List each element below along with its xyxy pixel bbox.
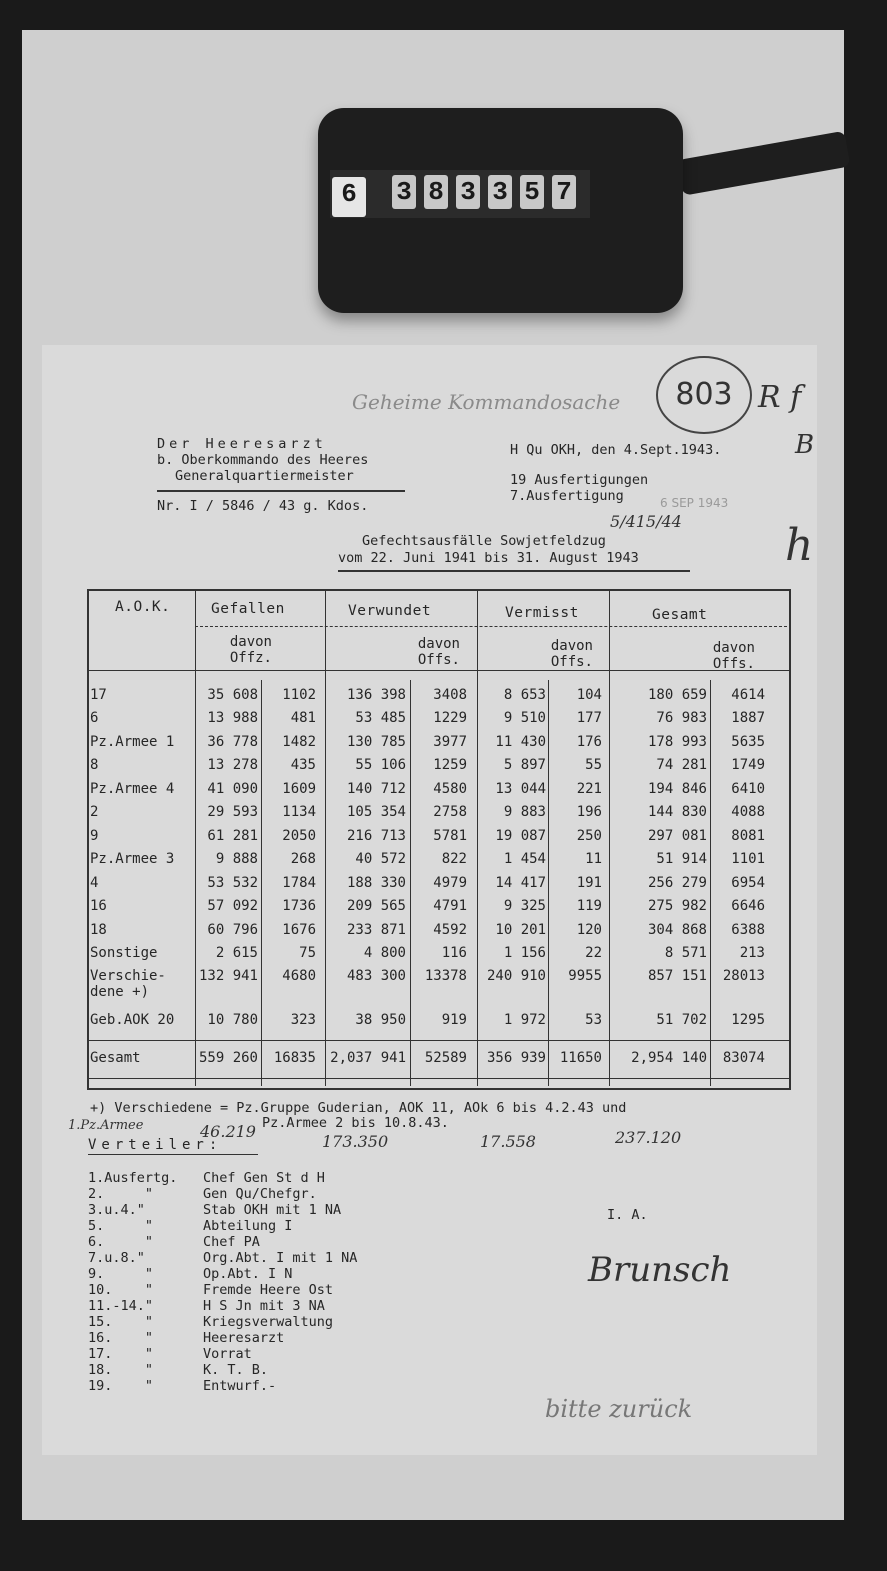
distribution-recipient: Chef Gen St d H (203, 1170, 325, 1186)
cell-gef-o: 2050 (282, 828, 316, 844)
cell-gef: 53 532 (207, 875, 258, 891)
total-verm: 356 939 (486, 1050, 546, 1066)
cell-gef: 60 796 (207, 922, 258, 938)
sender-line-1: Der Heeresarzt (157, 436, 327, 452)
distribution-recipient: Op.Abt. I N (203, 1266, 293, 1282)
table-title-line-2: vom 22. Juni 1941 bis 31. August 1943 (338, 550, 639, 566)
cell-verm: 13 044 (495, 781, 546, 797)
total-gef: 559 260 (198, 1050, 258, 1066)
cell-ges-o: 213 (739, 945, 765, 961)
cell-verm-o: 104 (576, 687, 602, 703)
cell-ver-o: 3408 (433, 687, 467, 703)
cell-ver-o: 13378 (424, 968, 467, 984)
cell-verm-o: 119 (576, 898, 602, 914)
cell-ges-o: 8081 (731, 828, 765, 844)
cell-gef-o: 435 (290, 757, 316, 773)
cell-ver: 4 800 (363, 945, 406, 961)
cell-ver: 188 330 (346, 875, 406, 891)
cell-ges: 51 914 (656, 851, 707, 867)
row-label: 16 (90, 898, 107, 914)
cell-ver-o: 1229 (433, 710, 467, 726)
sub-davon: davon (712, 640, 755, 656)
reference-number: Nr. I / 5846 / 43 g. Kdos. (157, 498, 369, 514)
total-label: Gesamt (90, 1050, 141, 1066)
cell-ver-o: 116 (441, 945, 467, 961)
stamp-number: 5/415/44 (610, 512, 682, 531)
cell-verm: 240 910 (486, 968, 546, 984)
cell-gef: 10 780 (207, 1012, 258, 1028)
total-verm-o: 11650 (559, 1050, 602, 1066)
counter-digit: 3 (456, 175, 480, 209)
distribution-copy-number: 2. " (88, 1186, 154, 1202)
distribution-copy-number: 9. " (88, 1266, 154, 1282)
cell-gef: 9 888 (215, 851, 258, 867)
cell-ver: 105 354 (346, 804, 406, 820)
distribution-recipient: K. T. B. (203, 1362, 269, 1378)
cell-ges-o: 6410 (731, 781, 765, 797)
distribution-recipient: Heeresarzt (203, 1330, 285, 1346)
cell-gef: 29 593 (207, 804, 258, 820)
sender-line-2: b. Oberkommando des Heeres (157, 452, 369, 468)
cell-ver: 209 565 (346, 898, 406, 914)
distribution-recipient: Kriegsverwaltung (203, 1314, 334, 1330)
header-gesamt: Gesamt (652, 607, 708, 623)
distribution-copy-number: 1.Ausfertg. (88, 1170, 178, 1186)
cell-ges: 74 281 (656, 757, 707, 773)
cell-gef-o: 4680 (282, 968, 316, 984)
cell-verm: 1 156 (503, 945, 546, 961)
cell-ges-o: 5635 (731, 734, 765, 750)
row-label: Sonstige (90, 945, 158, 961)
sub-offz: Offs. (417, 652, 460, 668)
row-label: Geb.AOK 20 (90, 1012, 175, 1028)
cell-ges-o: 6646 (731, 898, 765, 914)
distribution-copy-number: 15. " (88, 1314, 154, 1330)
cell-ges: 178 993 (647, 734, 707, 750)
cell-ver: 55 106 (355, 757, 406, 773)
cell-verm-o: 191 (576, 875, 602, 891)
distribution-recipient: Org.Abt. I mit 1 NA (203, 1250, 358, 1266)
bottom-scribble: bitte zurück (545, 1395, 693, 1423)
row-label: Verschie- dene +) (90, 968, 166, 1000)
cell-verm-o: 221 (576, 781, 602, 797)
sub-offz: Offs. (550, 654, 593, 670)
margin-mark: B (795, 430, 815, 460)
cell-gef-o: 75 (299, 945, 316, 961)
counter-digit: 3 (392, 175, 416, 209)
received-stamp: 6 SEP 1943 (660, 496, 729, 510)
cell-gef-o: 1134 (282, 804, 316, 820)
cell-verm: 14 417 (495, 875, 546, 891)
distribution-recipient: H S Jn mit 3 NA (203, 1298, 325, 1314)
cell-ges-o: 1101 (731, 851, 765, 867)
cell-verm: 8 653 (503, 687, 546, 703)
row-label: Pz.Armee 3 (90, 851, 175, 867)
cell-ver-o: 4979 (433, 875, 467, 891)
cell-gef: 61 281 (207, 828, 258, 844)
cell-gef: 132 941 (198, 968, 258, 984)
cell-gef-o: 1482 (282, 734, 316, 750)
copy-number: 7.Ausfertigung (510, 488, 624, 504)
cell-ver-o: 919 (441, 1012, 467, 1028)
cell-gef-o: 323 (290, 1012, 316, 1028)
cell-ver: 130 785 (346, 734, 406, 750)
cell-verm: 9 883 (503, 804, 546, 820)
header-aok: A.O.K. (115, 599, 171, 615)
cell-ver: 483 300 (346, 968, 406, 984)
cell-ver: 140 712 (346, 781, 406, 797)
footnote-line-2: Pz.Armee 2 bis 10.8.43. (262, 1115, 449, 1131)
distribution-recipient: Entwurf.- (203, 1378, 277, 1394)
row-label: 18 (90, 922, 107, 938)
cell-gef: 36 778 (207, 734, 258, 750)
cell-verm: 9 325 (503, 898, 546, 914)
sub-davon: davon (229, 634, 272, 650)
sub-davon: davon (550, 638, 593, 654)
title-underline (338, 570, 690, 572)
distribution-copy-number: 18. " (88, 1362, 154, 1378)
cell-ges: 8 571 (664, 945, 707, 961)
row-label: Pz.Armee 1 (90, 734, 175, 750)
cell-verm-o: 53 (585, 1012, 602, 1028)
row-label: 9 (90, 828, 99, 844)
distribution-copy-number: 3.u.4." (88, 1202, 145, 1218)
distribution-recipient: Stab OKH mit 1 NA (203, 1202, 342, 1218)
cell-ges: 76 983 (656, 710, 707, 726)
cell-gef: 41 090 (207, 781, 258, 797)
cell-gef-o: 268 (290, 851, 316, 867)
distribution-copy-number: 5. " (88, 1218, 154, 1234)
counter-digit: 5 (520, 175, 544, 209)
sub-offz: Offz. (229, 650, 272, 666)
cell-ges: 857 151 (647, 968, 707, 984)
circle-suffix: R f (758, 380, 802, 415)
handwritten-total: 173.350 (322, 1132, 389, 1151)
table-title-line-1: Gefechtsausfälle Sowjetfeldzug (362, 533, 606, 549)
cell-ver-o: 4580 (433, 781, 467, 797)
row-label: 6 (90, 710, 99, 726)
cell-ver-o: 4791 (433, 898, 467, 914)
counter-digit: 3 (488, 175, 512, 209)
cell-ver: 233 871 (346, 922, 406, 938)
header-gefallen: Gefallen (211, 601, 285, 617)
counter-digit: 7 (552, 175, 576, 209)
handwritten-total: 46.219 (200, 1122, 256, 1141)
row-label: 4 (90, 875, 99, 891)
distribution-copy-number: 16. " (88, 1330, 154, 1346)
distribution-recipient: Vorrat (203, 1346, 252, 1362)
cell-verm: 5 897 (503, 757, 546, 773)
cell-ges-o: 4088 (731, 804, 765, 820)
cell-ges: 256 279 (647, 875, 707, 891)
cell-verm-o: 120 (576, 922, 602, 938)
cell-gef: 2 615 (215, 945, 258, 961)
handwritten-total: 237.120 (615, 1128, 682, 1147)
cell-verm-o: 176 (576, 734, 602, 750)
footnote-line-1: +) Verschiedene = Pz.Gruppe Guderian, AOK 11, AOk 6 bis 4.2.43 und (90, 1100, 627, 1116)
cell-ver-o: 5781 (433, 828, 467, 844)
cell-verm-o: 177 (576, 710, 602, 726)
sub-offz: Offs. (712, 656, 755, 672)
cell-gef-o: 1609 (282, 781, 316, 797)
cell-ver-o: 2758 (433, 804, 467, 820)
cell-ver-o: 4592 (433, 922, 467, 938)
cell-ges-o: 6954 (731, 875, 765, 891)
cell-verm: 1 454 (503, 851, 546, 867)
distribution-recipient: Fremde Heere Ost (203, 1282, 334, 1298)
cell-ges-o: 4614 (731, 687, 765, 703)
cell-ges: 180 659 (647, 687, 707, 703)
distribution-copy-number: 17. " (88, 1346, 154, 1362)
cell-verm: 11 430 (495, 734, 546, 750)
cell-gef: 13 988 (207, 710, 258, 726)
cell-verm: 19 087 (495, 828, 546, 844)
total-ver: 2,037 941 (330, 1050, 406, 1066)
cell-verm-o: 250 (576, 828, 602, 844)
cell-verm-o: 55 (585, 757, 602, 773)
cell-ges: 304 868 (647, 922, 707, 938)
row-label: 17 (90, 687, 107, 703)
cell-ges-o: 1749 (731, 757, 765, 773)
classification-stamp: Geheime Kommandosache (352, 390, 621, 414)
cell-ver: 38 950 (355, 1012, 406, 1028)
sub-davon: davon (417, 636, 460, 652)
header-vermisst: Vermisst (505, 605, 579, 621)
cell-ges-o: 1887 (731, 710, 765, 726)
copies-count: 19 Ausfertigungen (510, 472, 649, 488)
distribution-copy-number: 10. " (88, 1282, 154, 1298)
handwritten-total: 17.558 (480, 1132, 536, 1151)
distribution-recipient: Abteilung I (203, 1218, 293, 1234)
cell-gef: 13 278 (207, 757, 258, 773)
cell-ver: 40 572 (355, 851, 406, 867)
total-gef-o: 16835 (273, 1050, 316, 1066)
cell-ver: 216 713 (346, 828, 406, 844)
distribution-copy-number: 19. " (88, 1378, 154, 1394)
distribution-copy-number: 11.-14." (88, 1298, 154, 1314)
cell-ver-o: 1259 (433, 757, 467, 773)
total-ges-o: 83074 (722, 1050, 765, 1066)
cell-ver: 136 398 (346, 687, 406, 703)
counter-digit: 8 (424, 175, 448, 209)
cell-gef-o: 1676 (282, 922, 316, 938)
cell-ges-o: 6388 (731, 922, 765, 938)
cell-verm-o: 22 (585, 945, 602, 961)
handwritten-left-note: 1.Pz.Armee (68, 1118, 144, 1133)
cell-ver-o: 3977 (433, 734, 467, 750)
cell-verm: 10 201 (495, 922, 546, 938)
counter-prefix: 6 (332, 177, 366, 217)
cell-verm: 9 510 (503, 710, 546, 726)
document-number-circle: 803 (656, 356, 752, 434)
cell-ges-o: 28013 (722, 968, 765, 984)
cell-ges: 51 702 (656, 1012, 707, 1028)
row-label: 8 (90, 757, 99, 773)
distribution-recipient: Chef PA (203, 1234, 260, 1250)
cell-ges: 194 846 (647, 781, 707, 797)
header-verwundet: Verwundet (348, 603, 432, 619)
cell-verm: 1 972 (503, 1012, 546, 1028)
signature: Brunsch (588, 1250, 732, 1290)
sender-underline (157, 490, 405, 492)
sender-line-3: Generalquartiermeister (175, 468, 354, 484)
total-ver-o: 52589 (424, 1050, 467, 1066)
total-ges: 2,954 140 (631, 1050, 707, 1066)
cell-ges: 275 982 (647, 898, 707, 914)
cell-gef-o: 1102 (282, 687, 316, 703)
signoff: I. A. (607, 1207, 648, 1223)
cell-verm-o: 196 (576, 804, 602, 820)
margin-stroke-mark: h (785, 520, 814, 571)
cell-gef-o: 481 (290, 710, 316, 726)
cell-ver: 53 485 (355, 710, 406, 726)
place-date: H Qu OKH, den 4.Sept.1943. (510, 442, 722, 458)
cell-ver-o: 822 (441, 851, 467, 867)
cell-gef-o: 1736 (282, 898, 316, 914)
row-label: Pz.Armee 4 (90, 781, 175, 797)
distribution-copy-number: 6. " (88, 1234, 154, 1250)
distribution-recipient: Gen Qu/Chefgr. (203, 1186, 317, 1202)
row-label: 2 (90, 804, 99, 820)
distribution-title: Verteiler: (88, 1137, 223, 1153)
cell-ges-o: 1295 (731, 1012, 765, 1028)
cell-verm-o: 11 (585, 851, 602, 867)
cell-gef: 35 608 (207, 687, 258, 703)
cell-gef: 57 092 (207, 898, 258, 914)
cell-verm-o: 9955 (568, 968, 602, 984)
cell-gef-o: 1784 (282, 875, 316, 891)
cell-ges: 144 830 (647, 804, 707, 820)
cell-ges: 297 081 (647, 828, 707, 844)
distribution-copy-number: 7.u.8." (88, 1250, 145, 1266)
